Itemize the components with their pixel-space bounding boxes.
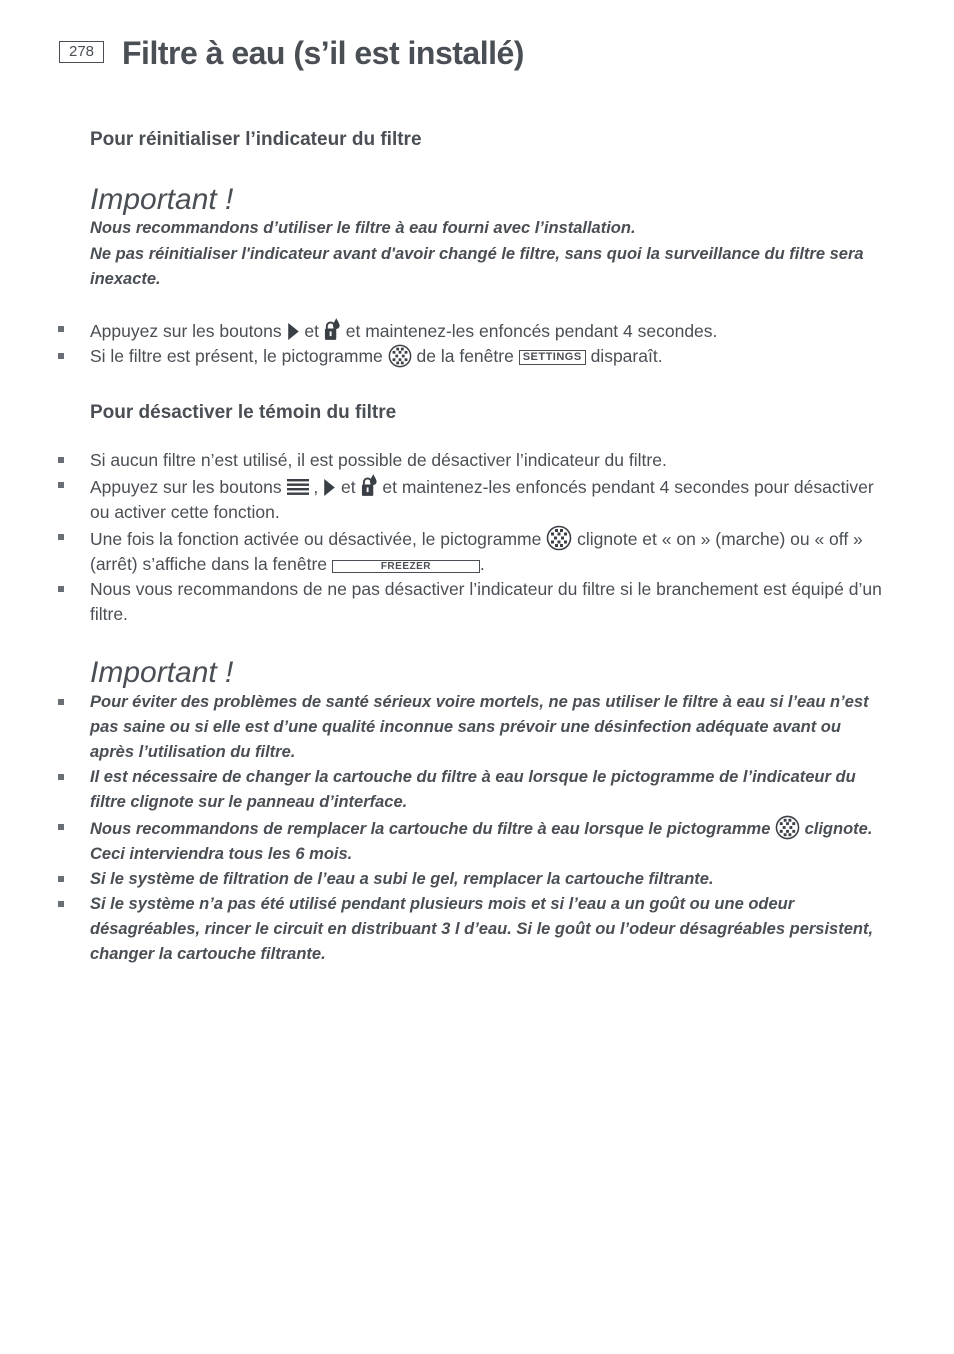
page-title: Filtre à eau (s’il est installé): [122, 35, 524, 71]
list-item: [0, 448, 888, 473]
menu-lines-icon: [287, 478, 309, 496]
section-reset-heading: Pour réinitialiser l’indicateur du filtre: [90, 129, 422, 150]
step-text: et maintenez-les enfoncés pendant 4 secondes pour désactiver ou activer cette fonction.: [90, 477, 874, 522]
filter-grid-icon: [388, 344, 412, 368]
step-text: Nous vous recommandons de ne pas désactiver l’indicateur du filtre si le branchement est équipé d’un filtre.: [90, 579, 882, 624]
step-text: Si le filtre est présent, le pictogramme: [90, 346, 383, 366]
important-heading-1: Important !: [90, 183, 234, 216]
bullet-icon: [58, 824, 64, 830]
important-line: Nous recommandons d’utiliser le filtre à eau fourni avec l’installation.: [90, 219, 636, 237]
list-item: [0, 525, 888, 577]
section-disable-heading: Pour désactiver le témoin du filtre: [90, 402, 397, 423]
list-item: [0, 815, 888, 867]
disable-steps-list: [0, 448, 954, 627]
list-item: [0, 344, 888, 369]
bullet-icon: [58, 774, 64, 780]
bullet-icon: [58, 353, 64, 359]
step-text: de la fenêtre: [416, 346, 514, 366]
list-item: [0, 317, 888, 344]
important-line: Ne pas réinitialiser l'indicateur avant d'avoir changé le filtre, sans quoi la surveillance du filtre sera inexacte.: [90, 244, 864, 288]
step-text: clignote et « on » (marche) ou « off » (arrêt) s’affiche dans la fenêtre: [90, 529, 863, 574]
warning-text: Il est nécessaire de changer la cartouche du filtre à eau lorsque le pictogramme de l’indicateur du filtre clignote sur le panneau d’interface.: [90, 768, 856, 811]
important-note-1: [90, 216, 880, 293]
step-text: et: [304, 321, 320, 341]
bullet-icon: [58, 482, 64, 488]
step-text: Appuyez sur les boutons: [90, 477, 282, 497]
bullet-icon: [58, 901, 64, 907]
warning-text: Pour éviter des problèmes de santé sérieux voire mortels, ne pas utiliser le filtre à eau si l’eau n’est pas saine ou si elle est d’une qualité inconnue sans prévoir une désinfection adéquate avant ou après l’utilisation du filtre.: [90, 693, 869, 761]
play-arrow-icon: [287, 322, 300, 341]
page-number: 278: [59, 41, 104, 63]
list-item: [0, 892, 888, 967]
step-text: Une fois la fonction activée ou désactivée, le pictogramme: [90, 529, 542, 549]
bullet-icon: [58, 457, 64, 463]
list-item: [0, 473, 888, 525]
important-warnings-list: [0, 690, 954, 967]
step-text: ,: [313, 477, 319, 497]
freezer-window-label: FREEZER: [332, 560, 480, 573]
step-text: Appuyez sur les boutons: [90, 321, 282, 341]
warning-text: Nous recommandons de remplacer la cartouche du filtre à eau lorsque le pictogramme: [90, 820, 771, 838]
warning-text: clignote. Ceci interviendra tous les 6 mois.: [90, 820, 873, 863]
lock-water-drop-icon: [361, 473, 378, 498]
bullet-icon: [58, 586, 64, 592]
filter-grid-icon: [546, 525, 572, 551]
list-item: [0, 765, 888, 815]
reset-steps-list: [0, 317, 954, 369]
settings-window-label: SETTINGS: [519, 350, 586, 365]
step-text: disparaît.: [590, 346, 663, 366]
step-text: et: [341, 477, 356, 497]
step-text: .: [479, 554, 485, 574]
list-item: [0, 867, 888, 892]
warning-text: Si le système n’a pas été utilisé pendant plusieurs mois et si l’eau a un goût ou une odeur désagréables, rincer le circuit en distribuant 3 l d’eau. Si le goût ou l’odeur désagréables persistent, changer la cartouche filtrante.: [90, 895, 874, 963]
list-item: [0, 690, 888, 765]
bullet-icon: [58, 876, 64, 882]
list-item: [0, 577, 888, 627]
warning-text: Si le système de filtration de l’eau a subi le gel, remplacer la cartouche filtrante.: [90, 870, 714, 888]
step-text: Si aucun filtre n’est utilisé, il est possible de désactiver l’indicateur du filtre.: [90, 450, 667, 470]
play-arrow-icon: [323, 478, 336, 497]
important-heading-2: Important !: [90, 656, 234, 689]
bullet-icon: [58, 326, 64, 332]
step-text: et maintenez-les enfoncés pendant 4 secondes.: [345, 321, 718, 341]
bullet-icon: [58, 699, 64, 705]
filter-grid-icon: [775, 815, 800, 840]
lock-water-drop-icon: [324, 317, 341, 342]
bullet-icon: [58, 534, 64, 540]
